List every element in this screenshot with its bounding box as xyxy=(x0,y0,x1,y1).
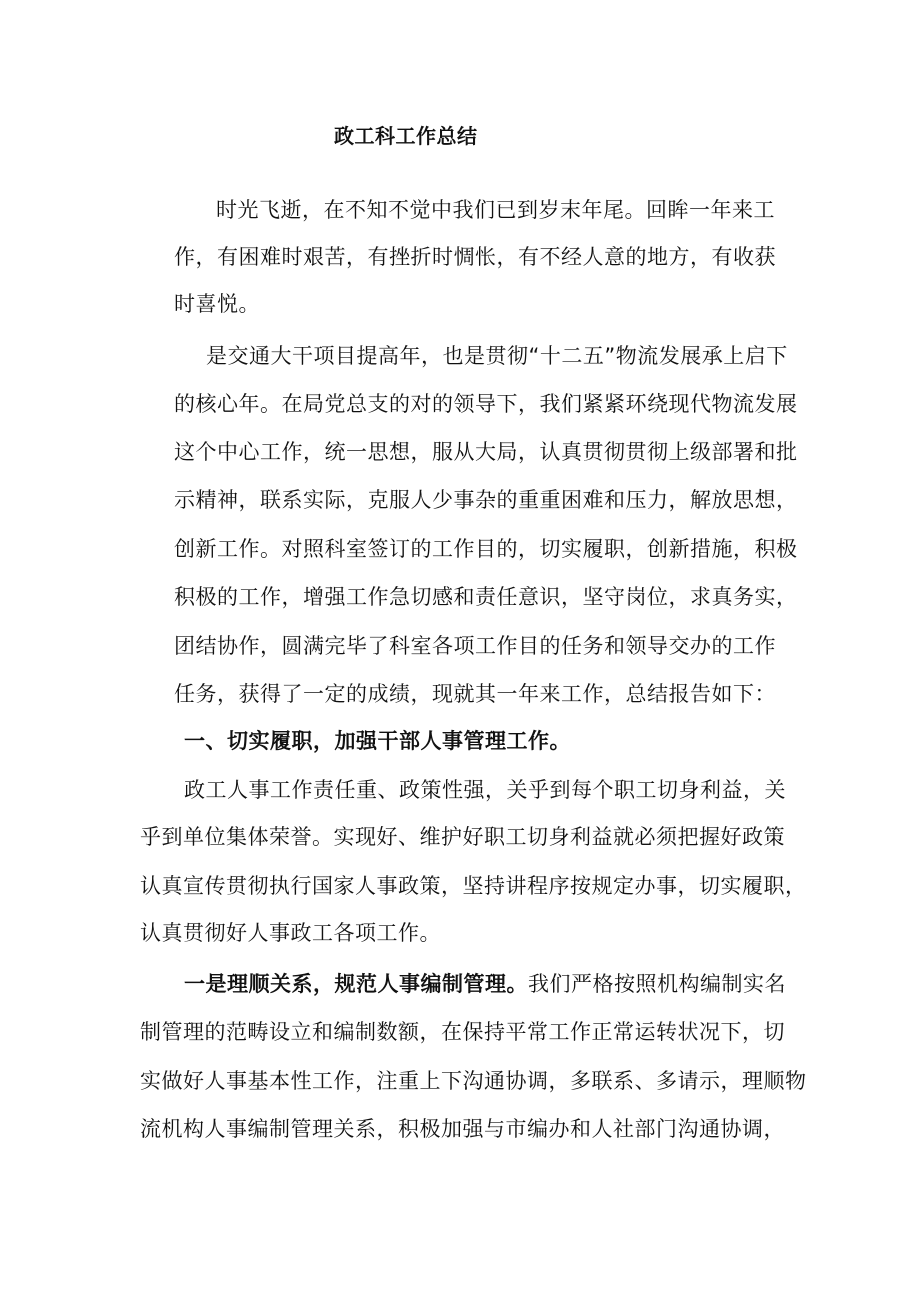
para2-line-6: 积极的工作，增强工作急切感和责任意识，坚守岗位，求真务实， xyxy=(174,585,798,609)
para4-line-2: 制管理的范畴设立和编制数额，在保持平常工作正常运转状况下，切 xyxy=(140,1020,785,1044)
para3-line-1: 政工人事工作责任重、政策性强，关乎到每个职工切身利益，关 xyxy=(184,778,786,802)
para2-line-2: 的核心年。在局党总支的对的领导下，我们紧紧环绕现代物流发展 xyxy=(174,392,798,416)
para3-line-2: 乎到单位集体荣誉。实现好、维护好职工切身利益就必须把握好政策 xyxy=(140,825,785,849)
intro-line-1: 时光飞逝，在不知不觉中我们已到岁末年尾。回眸一年来工 xyxy=(216,198,775,222)
para4-bold-lead: 一是理顺关系，规范人事编制管理。 xyxy=(184,972,528,996)
para2-line-1: 是交通大干项目提高年，也是贯彻“十二五”物流发展承上启下 xyxy=(206,344,788,368)
para4-line-4: 流机构人事编制管理关系，积极加强与市编办和人社部门沟通协调， xyxy=(140,1117,785,1141)
section-heading: 一、切实履职，加强干部人事管理工作。 xyxy=(184,729,571,753)
para2-line-3: 这个中心工作，统一思想，服从大局，认真贯彻贯彻上级部署和批 xyxy=(174,440,798,464)
para4-line-1 xyxy=(184,970,786,998)
para4-first-rest: 我们严格按照机构编制实名 xyxy=(528,972,786,996)
para3-line-4: 认真贯彻好人事政工各项工作。 xyxy=(140,921,441,945)
document-title: 政工科工作总结 xyxy=(334,124,478,148)
para2-line-8: 任务，获得了一定的成绩，现就其一年来工作，总结报告如下： xyxy=(174,682,776,706)
intro-line-3: 时喜悦。 xyxy=(174,292,260,316)
para2-line-7: 团结协作，圆满完毕了科室各项工作目的任务和领导交办的工作 xyxy=(174,634,776,658)
para2-line-4: 示精神，联系实际，克服人少事杂的重重困难和压力，解放思想， xyxy=(174,488,798,512)
intro-line-2: 作，有困难时艰苦，有挫折时惆怅，有不经人意的地方，有收获 xyxy=(174,245,776,269)
para4-line-3: 实做好人事基本性工作，注重上下沟通协调，多联系、多请示，理顺物 xyxy=(140,1069,807,1093)
para2-line-5: 创新工作。对照科室签订的工作目的，切实履职，创新措施，积极 xyxy=(174,537,798,561)
para3-line-3: 认真宣传贯彻执行国家人事政策，坚持讲程序按规定办事，切实履职， xyxy=(140,874,807,898)
